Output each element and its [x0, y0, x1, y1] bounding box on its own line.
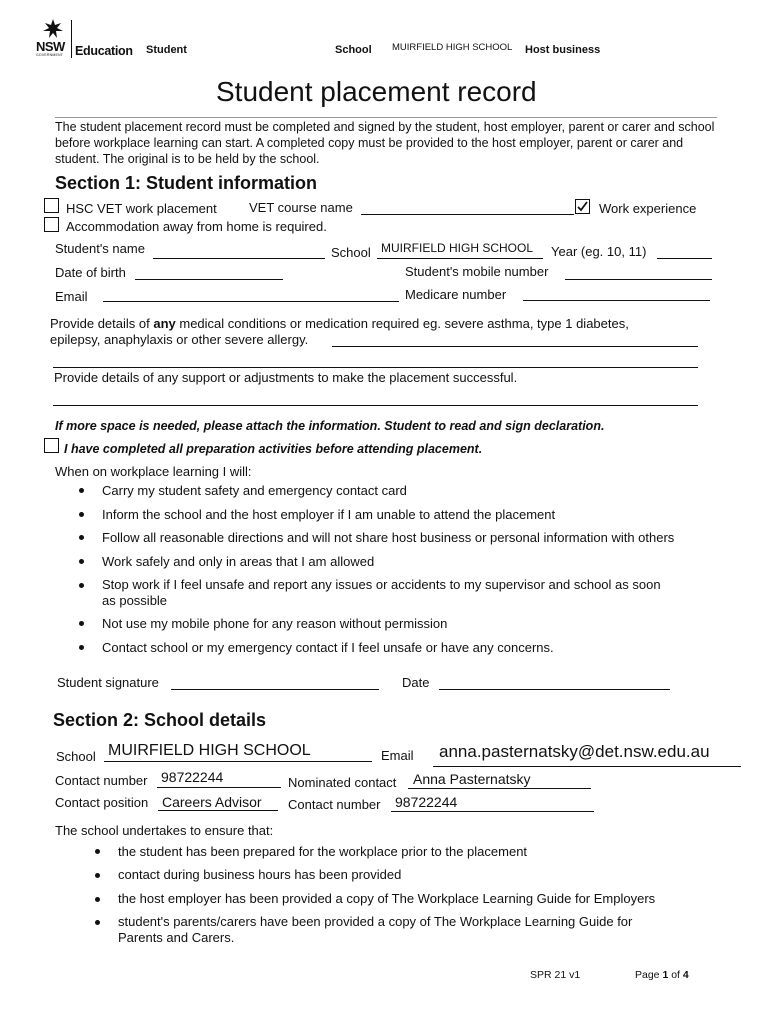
bullet-dot	[79, 645, 84, 650]
support-field[interactable]	[53, 405, 698, 406]
s2-position-label: Contact position	[55, 795, 149, 810]
section2-heading: Section 2: School details	[53, 710, 267, 730]
bullet-dot	[79, 559, 84, 564]
bullet-dot	[95, 920, 100, 925]
prep-checkbox[interactable]	[44, 438, 59, 453]
header-school-label: School	[335, 44, 372, 56]
bullet-dot	[95, 897, 100, 902]
accommodation-checkbox[interactable]	[44, 217, 59, 232]
s2-contact-number-value[interactable]: 98722244	[161, 769, 224, 785]
list-item-cont: Parents and Carers.	[118, 930, 235, 945]
department-name: Education	[75, 44, 133, 58]
logo-nsw-text: NSW	[36, 39, 65, 54]
nsw-logo	[36, 18, 70, 60]
s2-contact-number2-value[interactable]: 98722244	[395, 794, 458, 810]
s1-school-value[interactable]: MUIRFIELD HIGH SCHOOL	[381, 241, 534, 255]
more-space-note: If more space is needed, please attach the information. Student to read and sign declaration.	[55, 419, 605, 433]
s2-email-field[interactable]	[433, 766, 741, 767]
list-item: the student has been prepared for the workplace prior to the placement	[118, 844, 528, 859]
s2-contact-number2-label: Contact number	[288, 797, 381, 812]
s2-email-value[interactable]: anna.pasternatsky@det.nsw.edu.au	[439, 742, 710, 761]
list-item: Work safely and only in areas that I am allowed	[102, 554, 375, 569]
list-item: Follow all reasonable directions and will not share host business or personal information with others	[102, 530, 675, 545]
dob-label: Date of birth	[55, 265, 126, 280]
date-field[interactable]	[439, 689, 670, 690]
logo-government-text: GOVERNMENT	[36, 53, 64, 57]
form-code: SPR 21 v1	[530, 969, 581, 981]
page-number: Page 1 of 4	[635, 969, 689, 981]
list-item: Not use my mobile phone for any reason without permission	[102, 616, 448, 631]
support-text: Provide details of any support or adjustments to make the placement successful.	[54, 370, 518, 385]
mobile-field[interactable]	[565, 279, 712, 280]
work-experience-checkbox[interactable]	[575, 199, 590, 214]
medical-field[interactable]	[332, 346, 698, 347]
s2-school-label: School	[56, 749, 96, 764]
accommodation-label: Accommodation away from home is required.	[66, 219, 327, 234]
s2-position-value[interactable]: Careers Advisor	[162, 794, 262, 810]
s2-school-field[interactable]	[104, 761, 372, 762]
s1-school-label: School	[331, 245, 371, 260]
list-item: Inform the school and the host employer if I am unable to attend the placement	[102, 507, 556, 522]
page-title: Student placement record	[216, 76, 537, 107]
medical-field-2[interactable]	[53, 367, 698, 368]
logo-divider	[71, 20, 72, 58]
header-school-value[interactable]: MUIRFIELD HIGH SCHOOL	[392, 42, 513, 53]
list-item: Carry my student safety and emergency contact card	[102, 483, 407, 498]
bullet-dot	[79, 583, 84, 588]
bullet-dot	[79, 488, 84, 493]
bullet-dot	[95, 849, 100, 854]
bullet-dot	[79, 512, 84, 517]
s2-contact-number2-field[interactable]	[391, 811, 594, 812]
s2-contact-number-field[interactable]	[157, 787, 281, 788]
signature-label: Student signature	[57, 675, 159, 690]
bullet-dot	[95, 873, 100, 878]
year-field[interactable]	[657, 258, 712, 259]
s2-school-value[interactable]: MUIRFIELD HIGH SCHOOL	[108, 742, 311, 759]
hsc-vet-checkbox[interactable]	[44, 198, 59, 213]
student-name-field[interactable]	[153, 258, 325, 259]
when-on-text: When on workplace learning I will:	[55, 464, 252, 479]
s2-nominated-label: Nominated contact	[288, 775, 397, 790]
student-name-label: Student's name	[55, 241, 145, 256]
vet-course-field[interactable]	[361, 214, 574, 215]
undertakes-text: The school undertakes to ensure that:	[55, 823, 274, 838]
medical-text: Provide details of any medical conditions or medication required eg. severe asthma, type 1 diabetes,	[50, 316, 629, 331]
waratah-icon	[42, 18, 64, 40]
s2-nominated-value[interactable]: Anna Pasternatsky	[413, 771, 531, 787]
medicare-label: Medicare number	[405, 287, 507, 302]
dob-field[interactable]	[135, 279, 283, 280]
s2-email-label: Email	[381, 748, 414, 763]
s2-contact-number-label: Contact number	[55, 773, 148, 788]
s2-nominated-field[interactable]	[408, 788, 591, 789]
list-item: contact during business hours has been provided	[118, 867, 402, 882]
header-host-label: Host business	[525, 44, 601, 56]
header-student-label: Student	[146, 44, 187, 56]
s2-position-field[interactable]	[158, 810, 278, 811]
medicare-field[interactable]	[523, 300, 710, 301]
bullet-dot	[79, 535, 84, 540]
list-item: Contact school or my emergency contact if I feel unsafe or have any concerns.	[102, 640, 554, 655]
email-label: Email	[55, 289, 88, 304]
prep-label: I have completed all preparation activities before attending placement.	[64, 442, 483, 456]
checkmark-icon	[576, 200, 589, 213]
year-label: Year (eg. 10, 11)	[551, 244, 647, 259]
mobile-label: Student's mobile number	[405, 264, 549, 279]
title-rule	[55, 117, 717, 118]
medical-text-line2: epilepsy, anaphylaxis or other severe allergy.	[50, 332, 309, 347]
bullet-dot	[79, 621, 84, 626]
date-label: Date	[402, 675, 430, 690]
s1-school-field[interactable]	[377, 258, 543, 259]
intro-text: The student placement record must be completed and signed by the student, host employer, parent or carer and school before workplace learning can start. A completed copy must be provided to the host employer, parent or carer and student. The original is to be held by the school.	[55, 120, 715, 166]
list-item: Stop work if I feel unsafe and report any issues or accidents to my supervisor and school as soon	[102, 577, 661, 592]
list-item: student's parents/carers have been provided a copy of The Workplace Learning Guide for	[118, 914, 633, 929]
list-item: the host employer has been provided a copy of The Workplace Learning Guide for Employers	[118, 891, 656, 906]
signature-field[interactable]	[171, 689, 379, 690]
hsc-vet-label: HSC VET work placement	[66, 201, 217, 216]
email-field[interactable]	[103, 301, 399, 302]
section1-heading: Section 1: Student information	[55, 173, 318, 193]
list-item-cont: as possible	[102, 593, 168, 608]
work-experience-label: Work experience	[599, 201, 697, 216]
vet-course-label: VET course name	[249, 200, 353, 215]
